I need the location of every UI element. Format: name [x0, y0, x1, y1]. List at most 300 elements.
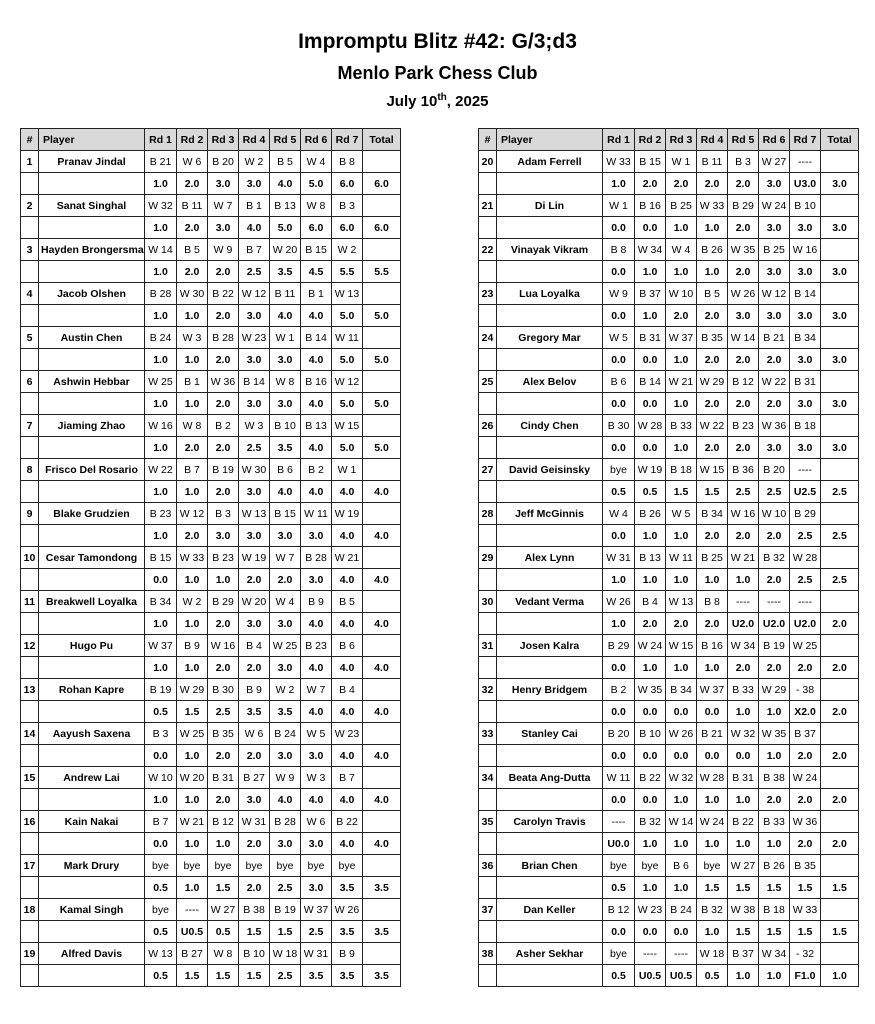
- player-number: 16: [21, 811, 39, 833]
- cumulative-score: 0.0: [666, 745, 697, 767]
- score-row: [21, 613, 401, 635]
- cumulative-score: 2.0: [208, 657, 239, 679]
- round-pairing: W 36: [208, 371, 239, 393]
- cumulative-score: 4.0: [332, 789, 363, 811]
- player-number: 37: [479, 899, 497, 921]
- total-blank: [821, 723, 859, 745]
- round-pairing: W 22: [145, 459, 177, 481]
- round-pairing: B 24: [270, 723, 301, 745]
- round-pairing: W 23: [332, 723, 363, 745]
- round-pairing: W 25: [177, 723, 208, 745]
- round-pairing: W 27: [728, 855, 759, 877]
- round-pairing: W 21: [332, 547, 363, 569]
- round-pairing: B 24: [145, 327, 177, 349]
- total-blank: [821, 943, 859, 965]
- player-name: Jeff McGinnis: [497, 503, 603, 525]
- cumulative-score: 3.0: [270, 657, 301, 679]
- total-score: 2.0: [821, 657, 859, 679]
- blank-cell: [39, 657, 145, 679]
- player-name: Carolyn Travis: [497, 811, 603, 833]
- total-score: 5.0: [363, 305, 401, 327]
- blank-cell: [497, 525, 603, 547]
- round-pairing: B 35: [790, 855, 821, 877]
- player-number: 21: [479, 195, 497, 217]
- cumulative-score: 1.5: [270, 921, 301, 943]
- round-pairing: ----: [759, 591, 790, 613]
- total-blank: [363, 767, 401, 789]
- player-name: Henry Bridgem: [497, 679, 603, 701]
- cumulative-score: 2.0: [697, 173, 728, 195]
- blank-cell: [21, 965, 39, 987]
- round-pairing: B 31: [208, 767, 239, 789]
- player-name: Vedant Verma: [497, 591, 603, 613]
- cumulative-score: 0.0: [697, 745, 728, 767]
- cumulative-score: 3.5: [239, 701, 270, 723]
- round-pairing: B 29: [208, 591, 239, 613]
- blank-cell: [21, 657, 39, 679]
- score-row: [21, 657, 401, 679]
- cumulative-score: 3.0: [270, 833, 301, 855]
- round-pairing: B 23: [728, 415, 759, 437]
- score-row: [21, 349, 401, 371]
- round-pairing: B 22: [332, 811, 363, 833]
- player-row: [479, 723, 859, 745]
- round-pairing: B 5: [697, 283, 728, 305]
- cumulative-score: 0.0: [603, 657, 635, 679]
- cumulative-score: 4.0: [332, 525, 363, 547]
- score-row: [479, 261, 859, 283]
- player-row: [479, 371, 859, 393]
- cumulative-score: 1.0: [177, 569, 208, 591]
- total-blank: [821, 855, 859, 877]
- cumulative-score: 1.0: [666, 217, 697, 239]
- round-pairing: W 26: [728, 283, 759, 305]
- round-pairing: ----: [790, 459, 821, 481]
- player-number: 12: [21, 635, 39, 657]
- round-pairing: B 19: [759, 635, 790, 657]
- round-pairing: W 24: [697, 811, 728, 833]
- round-pairing: W 8: [270, 371, 301, 393]
- cumulative-score: 0.0: [603, 393, 635, 415]
- cumulative-score: 2.0: [239, 877, 270, 899]
- cumulative-score: U2.0: [728, 613, 759, 635]
- column-header: Rd 6: [759, 129, 790, 151]
- round-pairing: W 25: [145, 371, 177, 393]
- round-pairing: bye: [145, 899, 177, 921]
- cumulative-score: 0.5: [603, 965, 635, 987]
- blank-cell: [21, 437, 39, 459]
- player-row: [479, 591, 859, 613]
- round-pairing: B 29: [603, 635, 635, 657]
- cumulative-score: 1.0: [635, 569, 666, 591]
- cumulative-score: 1.0: [635, 525, 666, 547]
- round-pairing: B 7: [239, 239, 270, 261]
- round-pairing: ----: [177, 899, 208, 921]
- blank-cell: [497, 789, 603, 811]
- total-blank: [363, 151, 401, 173]
- round-pairing: bye: [603, 943, 635, 965]
- cumulative-score: 1.5: [208, 965, 239, 987]
- cumulative-score: 1.0: [697, 789, 728, 811]
- player-name: Asher Sekhar: [497, 943, 603, 965]
- cumulative-score: 1.0: [759, 745, 790, 767]
- round-pairing: B 13: [301, 415, 332, 437]
- round-pairing: B 20: [208, 151, 239, 173]
- score-row: [479, 657, 859, 679]
- round-pairing: W 26: [332, 899, 363, 921]
- cumulative-score: 1.0: [145, 613, 177, 635]
- round-pairing: ----: [790, 151, 821, 173]
- cumulative-score: 1.0: [177, 305, 208, 327]
- score-row: [21, 833, 401, 855]
- round-pairing: W 10: [666, 283, 697, 305]
- cumulative-score: 3.0: [759, 305, 790, 327]
- player-row: [21, 635, 401, 657]
- player-number: 19: [21, 943, 39, 965]
- total-blank: [821, 283, 859, 305]
- round-pairing: W 25: [270, 635, 301, 657]
- total-score: 3.5: [363, 965, 401, 987]
- round-pairing: W 5: [301, 723, 332, 745]
- cumulative-score: 0.0: [635, 217, 666, 239]
- round-pairing: B 4: [332, 679, 363, 701]
- round-pairing: B 15: [270, 503, 301, 525]
- cumulative-score: 1.0: [145, 657, 177, 679]
- round-pairing: B 29: [790, 503, 821, 525]
- round-pairing: B 28: [301, 547, 332, 569]
- blank-cell: [21, 613, 39, 635]
- total-blank: [821, 459, 859, 481]
- round-pairing: ----: [635, 943, 666, 965]
- blank-cell: [39, 481, 145, 503]
- score-row: [21, 481, 401, 503]
- round-pairing: W 30: [177, 283, 208, 305]
- cumulative-score: 1.5: [790, 921, 821, 943]
- blank-cell: [497, 745, 603, 767]
- cumulative-score: 2.0: [697, 525, 728, 547]
- player-name: Beata Ang-Dutta: [497, 767, 603, 789]
- cumulative-score: 3.0: [239, 305, 270, 327]
- round-pairing: B 6: [603, 371, 635, 393]
- score-row: [21, 217, 401, 239]
- cumulative-score: 2.0: [208, 481, 239, 503]
- round-pairing: W 26: [603, 591, 635, 613]
- round-pairing: bye: [697, 855, 728, 877]
- round-pairing: B 37: [790, 723, 821, 745]
- round-pairing: B 31: [728, 767, 759, 789]
- round-pairing: B 15: [145, 547, 177, 569]
- cumulative-score: 5.0: [301, 173, 332, 195]
- round-pairing: B 20: [603, 723, 635, 745]
- cumulative-score: 1.0: [666, 349, 697, 371]
- round-pairing: B 25: [666, 195, 697, 217]
- player-name: Lua Loyalka: [497, 283, 603, 305]
- score-row: [479, 833, 859, 855]
- cumulative-score: 1.5: [728, 877, 759, 899]
- player-row: [21, 547, 401, 569]
- cumulative-score: 4.0: [239, 217, 270, 239]
- cumulative-score: 0.0: [603, 701, 635, 723]
- cumulative-score: 1.0: [666, 569, 697, 591]
- cumulative-score: 3.0: [239, 789, 270, 811]
- cumulative-score: 1.0: [145, 525, 177, 547]
- player-row: [479, 547, 859, 569]
- cumulative-score: 5.5: [332, 261, 363, 283]
- cumulative-score: 4.0: [270, 305, 301, 327]
- round-pairing: B 22: [635, 767, 666, 789]
- player-number: 14: [21, 723, 39, 745]
- cumulative-score: 1.0: [145, 217, 177, 239]
- cumulative-score: U0.0: [603, 833, 635, 855]
- cumulative-score: 4.0: [301, 481, 332, 503]
- cumulative-score: 3.0: [270, 393, 301, 415]
- blank-cell: [21, 877, 39, 899]
- round-pairing: B 23: [301, 635, 332, 657]
- round-pairing: B 21: [145, 151, 177, 173]
- player-number: 26: [479, 415, 497, 437]
- score-row: [21, 877, 401, 899]
- total-blank: [821, 767, 859, 789]
- cumulative-score: 2.0: [239, 833, 270, 855]
- round-pairing: W 21: [728, 547, 759, 569]
- score-row: [21, 965, 401, 987]
- round-pairing: W 12: [332, 371, 363, 393]
- round-pairing: bye: [301, 855, 332, 877]
- header-row: [479, 129, 859, 151]
- cumulative-score: 3.0: [301, 569, 332, 591]
- score-row: [21, 437, 401, 459]
- blank-cell: [21, 789, 39, 811]
- player-number: 30: [479, 591, 497, 613]
- blank-cell: [479, 437, 497, 459]
- date-ordinal: th: [437, 92, 447, 103]
- cumulative-score: 2.0: [177, 217, 208, 239]
- round-pairing: W 1: [603, 195, 635, 217]
- cumulative-score: 4.0: [332, 481, 363, 503]
- round-pairing: W 14: [666, 811, 697, 833]
- player-name: Mark Drury: [39, 855, 145, 877]
- round-pairing: W 32: [145, 195, 177, 217]
- round-pairing: B 16: [301, 371, 332, 393]
- round-pairing: W 20: [239, 591, 270, 613]
- round-pairing: B 23: [145, 503, 177, 525]
- round-pairing: W 37: [666, 327, 697, 349]
- cumulative-score: U2.0: [790, 613, 821, 635]
- total-score: 2.0: [821, 833, 859, 855]
- round-pairing: W 11: [332, 327, 363, 349]
- round-pairing: W 34: [759, 943, 790, 965]
- column-header: Total: [363, 129, 401, 151]
- score-row: [21, 305, 401, 327]
- cumulative-score: 1.0: [603, 613, 635, 635]
- score-row: [479, 393, 859, 415]
- player-row: [21, 195, 401, 217]
- player-row: [21, 503, 401, 525]
- cumulative-score: 0.5: [635, 481, 666, 503]
- cumulative-score: 2.0: [790, 833, 821, 855]
- cumulative-score: 2.5: [728, 481, 759, 503]
- round-pairing: B 2: [208, 415, 239, 437]
- player-row: [21, 767, 401, 789]
- total-blank: [821, 151, 859, 173]
- player-row: [21, 591, 401, 613]
- cumulative-score: 1.0: [759, 965, 790, 987]
- total-score: 5.0: [363, 437, 401, 459]
- player-number: 8: [21, 459, 39, 481]
- round-pairing: B 26: [759, 855, 790, 877]
- player-number: 5: [21, 327, 39, 349]
- total-blank: [363, 855, 401, 877]
- round-pairing: W 29: [177, 679, 208, 701]
- blank-cell: [497, 349, 603, 371]
- cumulative-score: 2.0: [635, 173, 666, 195]
- player-row: [479, 151, 859, 173]
- round-pairing: B 14: [635, 371, 666, 393]
- round-pairing: B 3: [145, 723, 177, 745]
- round-pairing: W 34: [728, 635, 759, 657]
- cumulative-score: 1.0: [666, 525, 697, 547]
- round-pairing: B 26: [697, 239, 728, 261]
- round-pairing: W 31: [301, 943, 332, 965]
- round-pairing: W 23: [635, 899, 666, 921]
- total-blank: [821, 899, 859, 921]
- player-name: Alex Lynn: [497, 547, 603, 569]
- round-pairing: ----: [728, 591, 759, 613]
- cumulative-score: 3.0: [208, 525, 239, 547]
- player-row: [479, 327, 859, 349]
- round-pairing: B 4: [635, 591, 666, 613]
- blank-cell: [39, 217, 145, 239]
- cumulative-score: 1.0: [177, 745, 208, 767]
- cumulative-score: 0.0: [603, 789, 635, 811]
- player-row: [21, 855, 401, 877]
- player-name: Ashwin Hebbar: [39, 371, 145, 393]
- round-pairing: bye: [239, 855, 270, 877]
- cumulative-score: 1.0: [666, 833, 697, 855]
- cumulative-score: 1.0: [177, 613, 208, 635]
- total-blank: [821, 635, 859, 657]
- cumulative-score: 3.0: [759, 261, 790, 283]
- player-row: [21, 943, 401, 965]
- round-pairing: W 8: [177, 415, 208, 437]
- round-pairing: W 37: [145, 635, 177, 657]
- blank-cell: [497, 701, 603, 723]
- round-pairing: B 18: [666, 459, 697, 481]
- round-pairing: B 19: [208, 459, 239, 481]
- player-name: Stanley Cai: [497, 723, 603, 745]
- round-pairing: B 32: [697, 899, 728, 921]
- cumulative-score: 4.0: [332, 613, 363, 635]
- round-pairing: B 12: [603, 899, 635, 921]
- round-pairing: W 24: [759, 195, 790, 217]
- cumulative-score: 0.0: [603, 437, 635, 459]
- cumulative-score: 2.0: [759, 349, 790, 371]
- column-header: Player: [497, 129, 603, 151]
- cumulative-score: 2.0: [790, 657, 821, 679]
- round-pairing: W 11: [666, 547, 697, 569]
- cumulative-score: 1.0: [666, 789, 697, 811]
- cumulative-score: 2.0: [697, 393, 728, 415]
- cumulative-score: 2.0: [728, 437, 759, 459]
- round-pairing: W 24: [790, 767, 821, 789]
- cumulative-score: 2.0: [790, 745, 821, 767]
- blank-cell: [39, 877, 145, 899]
- cumulative-score: 4.0: [270, 789, 301, 811]
- player-name: Alfred Davis: [39, 943, 145, 965]
- total-score: 3.5: [363, 921, 401, 943]
- cumulative-score: 2.0: [208, 393, 239, 415]
- round-pairing: B 30: [603, 415, 635, 437]
- cumulative-score: 5.0: [332, 349, 363, 371]
- round-pairing: B 35: [208, 723, 239, 745]
- column-header: Rd 3: [208, 129, 239, 151]
- cumulative-score: 2.5: [270, 965, 301, 987]
- player-number: 29: [479, 547, 497, 569]
- cumulative-score: 1.0: [177, 481, 208, 503]
- cumulative-score: 1.0: [728, 569, 759, 591]
- cumulative-score: 2.0: [635, 613, 666, 635]
- total-score: 2.0: [821, 613, 859, 635]
- round-pairing: B 19: [145, 679, 177, 701]
- round-pairing: B 34: [697, 503, 728, 525]
- total-blank: [821, 239, 859, 261]
- player-name: Hayden Brongersma: [39, 239, 145, 261]
- cumulative-score: 1.5: [697, 877, 728, 899]
- cumulative-score: 0.0: [603, 261, 635, 283]
- round-pairing: B 3: [728, 151, 759, 173]
- blank-cell: [479, 789, 497, 811]
- cumulative-score: 3.0: [239, 349, 270, 371]
- cumulative-score: U3.0: [790, 173, 821, 195]
- cumulative-score: 3.0: [790, 437, 821, 459]
- round-pairing: W 23: [239, 327, 270, 349]
- blank-cell: [39, 701, 145, 723]
- round-pairing: W 34: [635, 239, 666, 261]
- cumulative-score: 0.0: [145, 745, 177, 767]
- cumulative-score: 3.0: [790, 217, 821, 239]
- round-pairing: W 16: [145, 415, 177, 437]
- cumulative-score: 4.5: [301, 261, 332, 283]
- total-score: 4.0: [363, 789, 401, 811]
- cumulative-score: 1.0: [666, 261, 697, 283]
- round-pairing: B 18: [790, 415, 821, 437]
- round-pairing: W 6: [301, 811, 332, 833]
- total-blank: [363, 723, 401, 745]
- cumulative-score: 1.0: [697, 833, 728, 855]
- player-number: 9: [21, 503, 39, 525]
- cumulative-score: 1.0: [635, 657, 666, 679]
- cumulative-score: 3.0: [301, 745, 332, 767]
- round-pairing: B 8: [697, 591, 728, 613]
- round-pairing: W 16: [208, 635, 239, 657]
- total-score: 4.0: [363, 525, 401, 547]
- player-number: 15: [21, 767, 39, 789]
- player-name: Di Lin: [497, 195, 603, 217]
- cumulative-score: 4.0: [270, 173, 301, 195]
- round-pairing: W 30: [239, 459, 270, 481]
- total-score: 2.0: [821, 701, 859, 723]
- round-pairing: W 10: [759, 503, 790, 525]
- blank-cell: [479, 305, 497, 327]
- cumulative-score: 3.0: [759, 173, 790, 195]
- blank-cell: [21, 217, 39, 239]
- round-pairing: B 2: [603, 679, 635, 701]
- blank-cell: [21, 921, 39, 943]
- cumulative-score: 3.5: [332, 965, 363, 987]
- score-row: [479, 437, 859, 459]
- cumulative-score: 2.0: [239, 569, 270, 591]
- player-number: 35: [479, 811, 497, 833]
